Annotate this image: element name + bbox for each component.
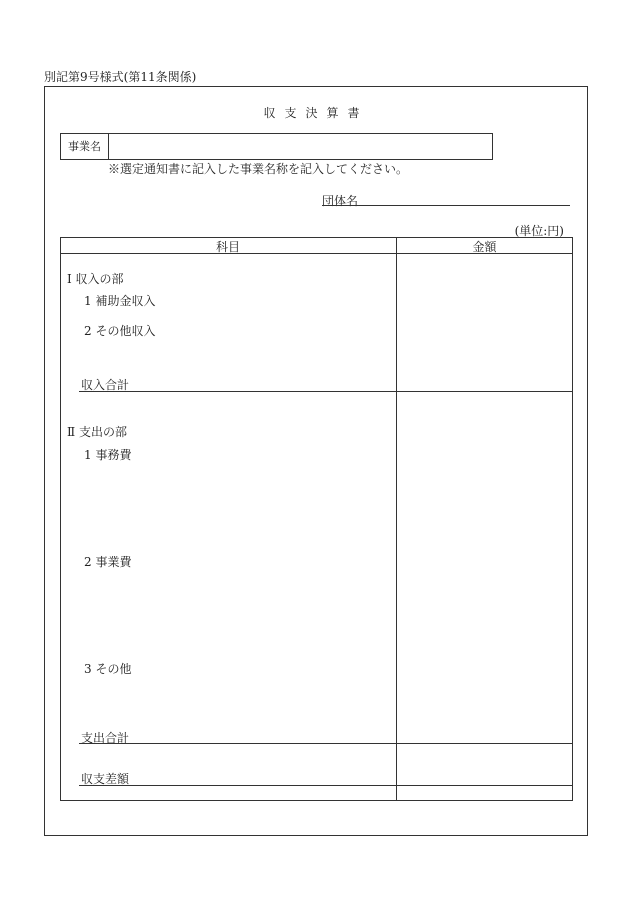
income-item: 1 補助金収入: [84, 294, 156, 308]
income-item: 2 その他収入: [84, 324, 156, 338]
balance-divider: [79, 785, 573, 786]
balance-label: 収支差額: [81, 772, 130, 786]
income-total-divider: [79, 391, 573, 392]
expenditure-total-divider: [79, 743, 573, 744]
expenditure-item: 2 事業費: [84, 555, 132, 569]
project-name-label: 事業名: [61, 134, 109, 159]
income-section-label: Ⅰ 収入の部: [67, 272, 124, 286]
unit-label: (単位:円): [514, 224, 564, 238]
project-name-note: ※選定通知書に記入した事業名称を記入してください。: [108, 162, 409, 176]
expenditure-total-label: 支出合計: [81, 731, 130, 745]
expenditure-item: 3 その他: [84, 662, 132, 676]
header-divider: [60, 253, 573, 254]
header-item: 科目: [215, 240, 240, 254]
form-reference: 別記第9号様式(第11条関係): [44, 70, 197, 84]
expenditure-section-label: Ⅱ 支出の部: [67, 425, 127, 439]
organization-underline: [322, 205, 570, 206]
header-amount: 金額: [472, 240, 497, 254]
income-total-label: 収入合計: [81, 378, 130, 392]
table-column-divider: [396, 237, 397, 801]
organization-label: 団体名: [322, 194, 359, 208]
document-title: 収支決算書: [263, 106, 369, 120]
expenditure-item: 1 事務費: [84, 448, 132, 462]
project-name-box: [60, 133, 493, 160]
